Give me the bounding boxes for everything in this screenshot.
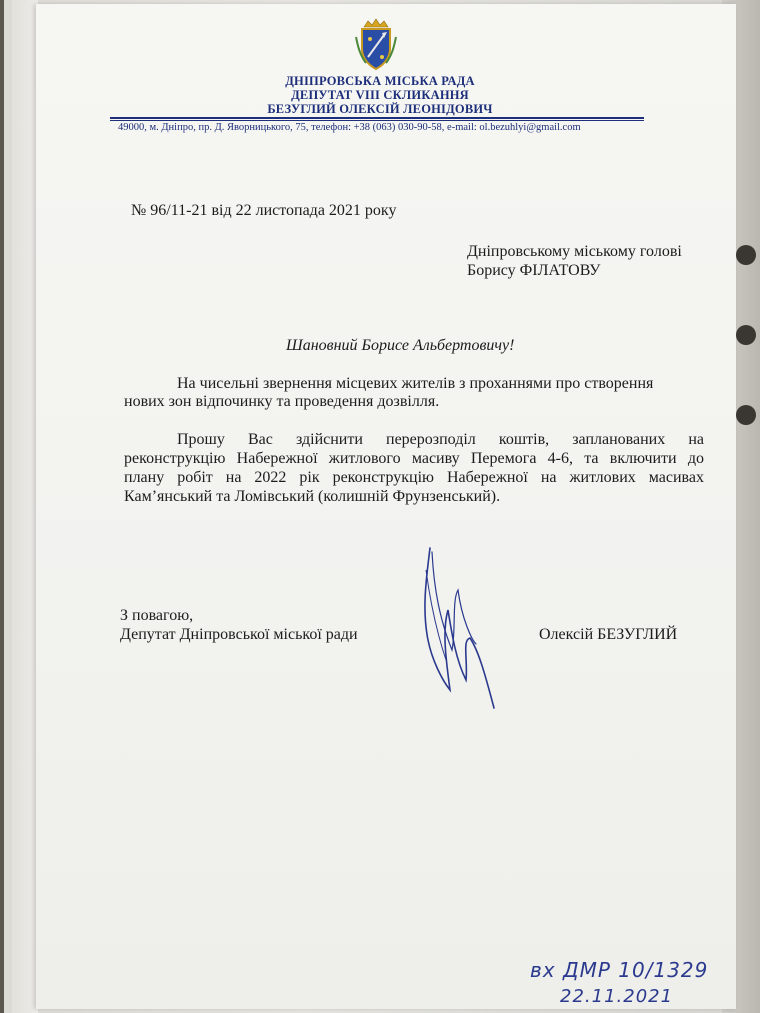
body-paragraph-1-line: На чисельні звернення місцевих жителів з проханнями про створення — [177, 375, 654, 392]
header-rule — [110, 117, 644, 119]
underlying-sheet-edge — [12, 0, 38, 1013]
body-paragraph-2-line: плану робіт на 2022 рік реконструкцію Набережної на житлових масивах — [124, 469, 704, 486]
body-paragraph-2-line: Прошу Вас здійснити перерозподіл коштів, запланованих на — [177, 431, 704, 448]
body-paragraph-2-line: Кам’янський та Ломівський (колишній Фрунзенський). — [124, 488, 501, 505]
contact-address: 49000, м. Дніпро, пр. Д. Яворницького, 75, телефон: +38 (063) 030-90-58, e-mail: ol.bezuhlyi@gmail.com — [118, 122, 581, 133]
body-paragraph-2-line: реконструкцію Набережної житлового масиву Перемога 4-6, та включити до — [124, 450, 704, 467]
deputy-title: ДЕПУТАТ VIII СКЛИКАННЯ — [291, 88, 469, 102]
punch-hole — [736, 325, 756, 345]
handwritten-signature-icon — [412, 540, 512, 715]
recipient-line-1: Дніпровському міському голові — [467, 243, 682, 260]
deputy-name: БЕЗУГЛИЙ ОЛЕКСІЙ ЛЕОНІДОВИЧ — [267, 102, 493, 116]
signer-name: Олексій БЕЗУГЛИЙ — [539, 626, 678, 643]
punch-hole — [736, 245, 756, 265]
council-name: ДНІПРОВСЬКА МІСЬКА РАДА — [285, 74, 475, 88]
letter-sheet — [36, 4, 736, 1009]
recipient-line-2: Борису ФІЛАТОВУ — [467, 262, 601, 279]
header-rule-thin — [110, 120, 644, 121]
coat-of-arms-icon — [354, 17, 398, 71]
punch-hole — [736, 405, 756, 425]
closing-regards: З повагою, — [120, 607, 194, 624]
registration-date: 22.11.2021 — [560, 986, 674, 1007]
registration-number: вх ДМР 10/1329 — [530, 958, 709, 982]
reference-number: № 96/11-21 від 22 листопада 2021 року — [131, 202, 397, 219]
greeting: Шановний Борисе Альбертовичу! — [286, 337, 515, 354]
signer-position: Депутат Дніпровської міської ради — [120, 626, 358, 643]
body-paragraph-1-line: нових зон відпочинку та проведення дозвілля. — [124, 393, 440, 410]
